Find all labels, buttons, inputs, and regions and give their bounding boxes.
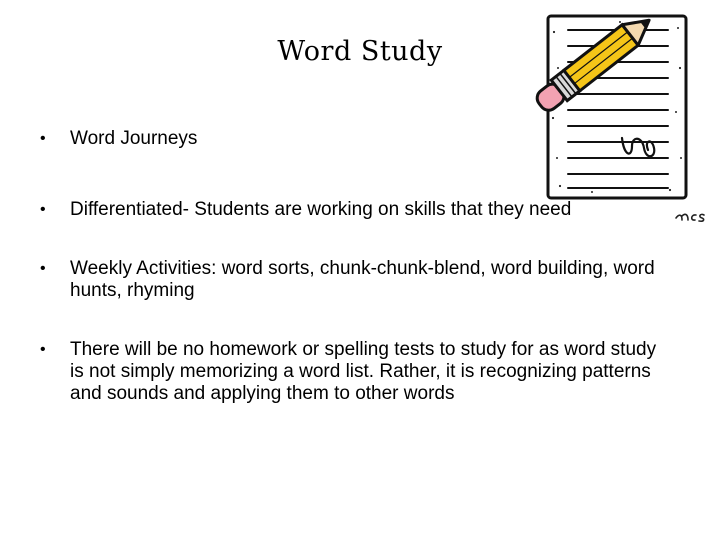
bullet-marker: • [40,260,46,277]
slide-title: Word Study [277,36,443,67]
notepad-pencil-icon [520,8,720,230]
bullet-marker: • [40,341,46,358]
bullet-text: Weekly Activities: word sorts, chunk-chunk-blend, word building, word hunts, rhyming [70,258,655,301]
bullet-text: Differentiated- Students are working on skills that they need [70,199,572,220]
bullet-marker: • [40,201,46,218]
artist-signature [676,214,704,221]
bullet-marker: • [40,130,46,147]
bullet-text: Word Journeys [70,128,198,149]
bullet-text: There will be no homework or spelling tests to study for as word study is not simply memorizing a word list. Rather, it is recognizing patterns and sounds and applying them to other words [70,339,657,404]
